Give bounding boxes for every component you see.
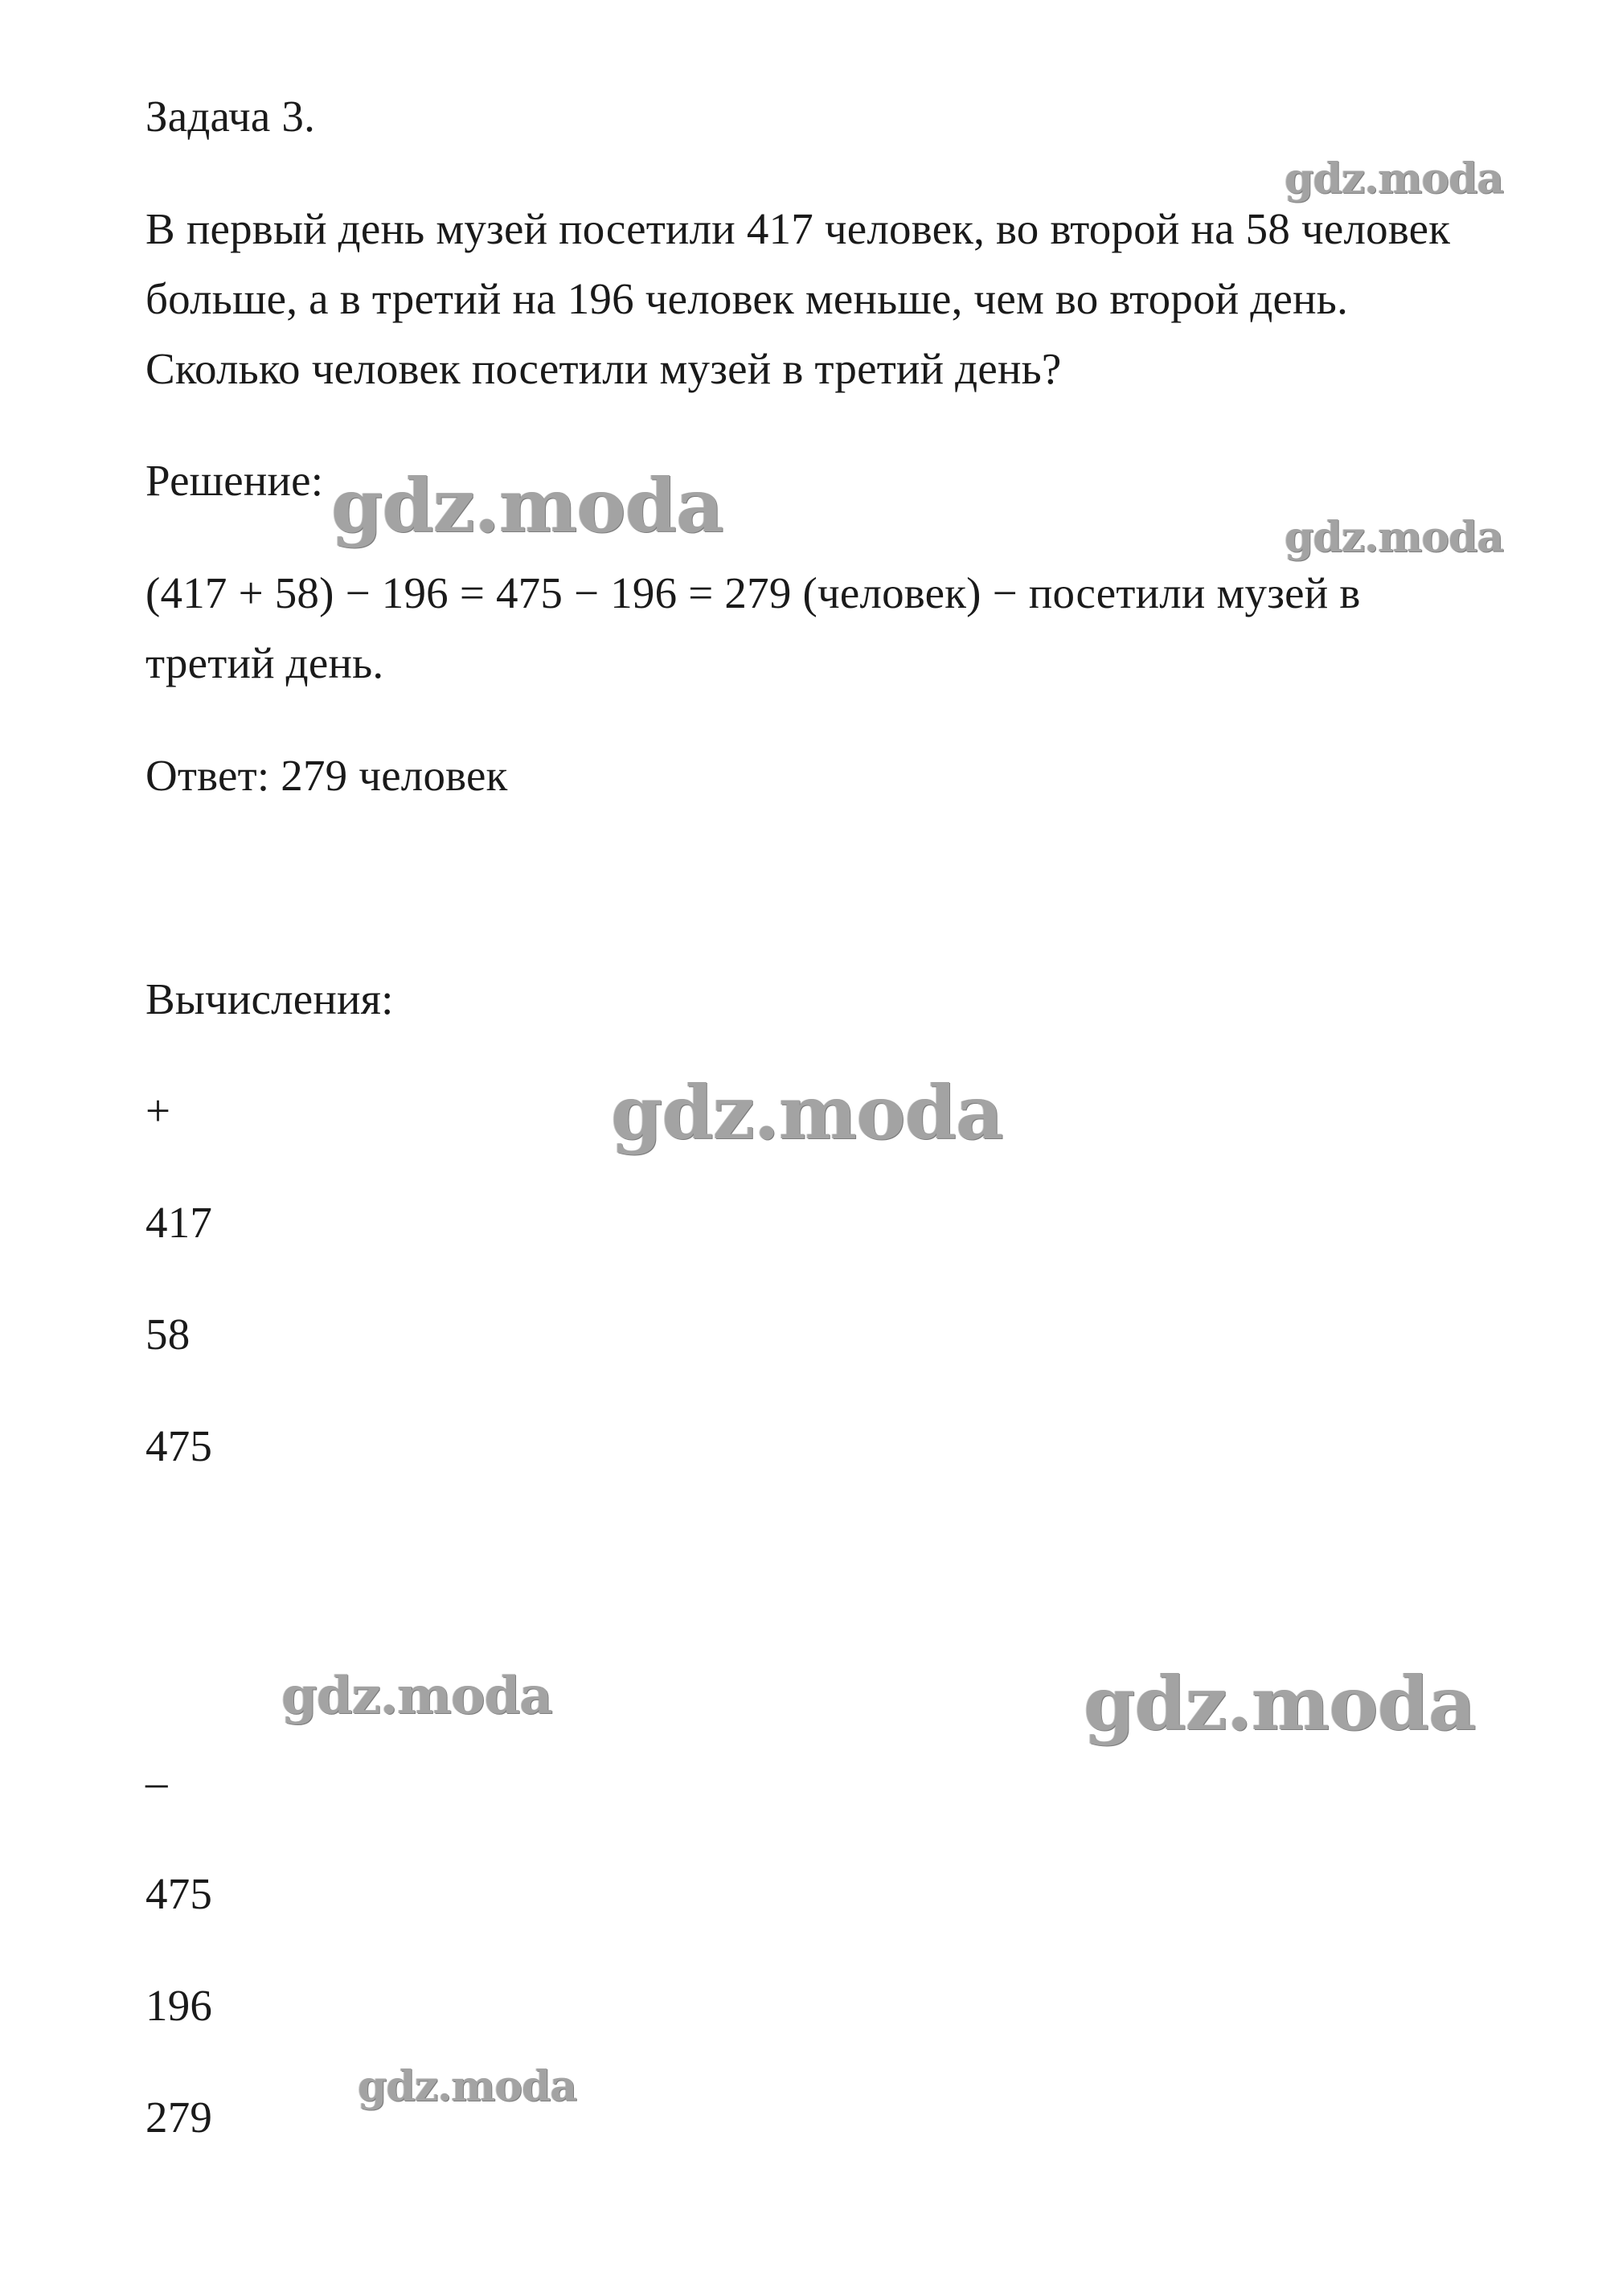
task-title: Задача 3.	[145, 92, 316, 141]
watermark-logo: gdz.moda	[281, 1666, 552, 1726]
watermark-logo: gdz.moda	[1285, 513, 1504, 562]
subtraction-result: 279	[145, 2093, 213, 2142]
solution-line-1: (417 + 58) − 196 = 475 − 196 = 279 (человек) − посетили музей в	[145, 568, 1361, 617]
watermark-logo: gdz.moda	[1084, 1660, 1476, 1747]
answer-text: Ответ: 279 человек	[145, 751, 508, 800]
watermark-logo: gdz.moda	[611, 1069, 1003, 1156]
addition-operand-1: 417	[145, 1198, 213, 1247]
problem-line-3: Сколько человек посетили музей в третий день?	[145, 344, 1062, 393]
subtraction-operand-2: 196	[145, 1981, 213, 2030]
watermark-logo: gdz.moda	[1285, 154, 1504, 203]
solution-label: Решение:	[145, 456, 324, 505]
addition-operand-2: 58	[145, 1310, 191, 1359]
addition-result: 475	[145, 1421, 213, 1470]
subtraction-sign: –	[145, 1757, 168, 1806]
solution-line-2: третий день.	[145, 638, 384, 687]
subtraction-operand-1: 475	[145, 1869, 213, 1918]
problem-line-2: больше, а в третий на 196 человек меньше, чем во второй день.	[145, 274, 1349, 323]
addition-sign: +	[145, 1086, 171, 1135]
watermark-logo: gdz.moda	[331, 462, 723, 549]
calculations-label: Вычисления:	[145, 974, 394, 1023]
problem-line-1: В первый день музей посетили 417 человек, во второй на 58 человек	[145, 204, 1451, 253]
watermark-logo: gdz.moda	[358, 2062, 577, 2111]
